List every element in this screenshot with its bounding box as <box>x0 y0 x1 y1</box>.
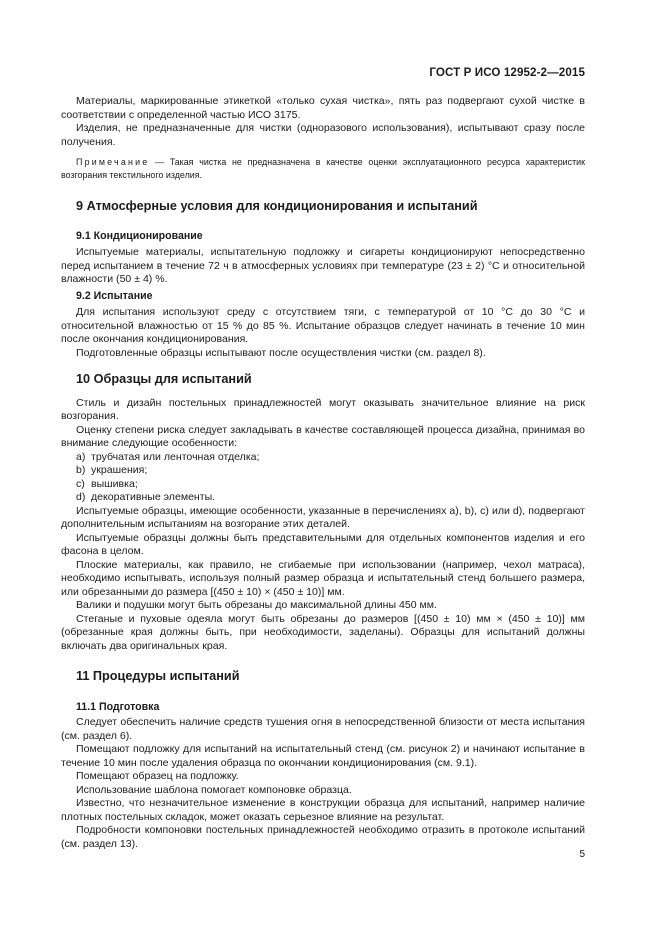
paragraph: Плоские материалы, как правило, не сгибаемые при использовании (например, чехол матраса), необходимо испытывать, используя полный размер образца и испытательный стенд большего размера, или обрезанными до размера [(450 ± 10) × (450 ± 10)] мм. <box>61 558 585 598</box>
paragraph: Валики и подушки могут быть обрезаны до максимальной длины 450 мм. <box>76 599 437 611</box>
paragraph: Подготовленные образцы испытывают после осуществления чистки (см. раздел 8). <box>76 346 486 359</box>
paragraph: Испытуемые образцы должны быть представительными для отдельных компонентов изделия и его фасона в целом. <box>61 531 585 557</box>
paragraph: Подробности компоновки постельных принадлежностей необходимо отразить в протоколе испытаний (см. раздел 13). <box>61 824 585 850</box>
section-11-title: 11 Процедуры испытаний <box>76 669 240 683</box>
section-10-title: 10 Образцы для испытаний <box>76 372 252 386</box>
paragraph: Помещают образец на подложку. <box>76 770 239 782</box>
paragraph: Следует обеспечить наличие средств тушения огня в непосредственной близости от места испытания (см. раздел 6). <box>61 716 585 742</box>
list-item: c) вышивка; <box>76 477 138 490</box>
page-number: 5 <box>579 849 585 860</box>
paragraph: Материалы, маркированные этикеткой «только сухая чистка», пять раз подвергают сухой чистке в соответствии с определенной частью ИСО 3175. <box>61 95 585 121</box>
paragraph: Оценку степени риска следует закладывать в качестве составляющей процесса дизайна, принимая во внимание следующие особенности: <box>61 423 585 449</box>
section-9-1-title: 9.1 Кондиционирование <box>76 229 203 242</box>
paragraph: Испытуемые образцы, имеющие особенности, указанные в перечислениях a), b), c) или d), подвергают дополнительным испытаниям на возгорание этих деталей. <box>61 504 585 530</box>
paragraph: Изделия, не предназначенные для чистки (одноразового использования), испытывают сразу после получения. <box>61 122 585 148</box>
section-9-2-title: 9.2 Испытание <box>76 289 153 302</box>
document-header: ГОСТ Р ИСО 12952-2—2015 <box>429 66 585 79</box>
paragraph: Использование шаблона помогает компоновке образца. <box>76 783 352 796</box>
paragraph: Стеганые и пуховые одеяла могут быть обрезаны до размеров [(450 ± 10) мм × (450 ± 10)] мм (обрезанные края должны быть, при необходимости, заделаны). Образцы для испытаний должны включать два оригинальных края. <box>61 612 585 652</box>
list-item: d) декоративные элементы. <box>76 491 216 503</box>
page-body <box>61 95 585 851</box>
paragraph: Для испытания используют среду с отсутствием тяги, с температурой от 10 °С до 30 °С и относительной влажностью от 15 % до 85 %. Испытание образцов следует начинать в течение 10 мин после окончания кондиционирования. <box>61 306 585 345</box>
note-label: Примечание <box>76 157 150 167</box>
paragraph: Помещают подложку для испытаний на испытательный стенд (см. рисунок 2) и начинают испытание в течение 10 мин после удаления образца по окончании кондиционирования (см. 9.1). <box>61 743 585 769</box>
paragraph: Известно, что незначительное изменение в конструкции образца для испытаний, например наличие плотных постельных складок, может оказать серьезное влияние на результат. <box>61 797 585 823</box>
list-item: a) трубчатая или ленточная отделка; <box>76 450 260 463</box>
note-text: — Такая чистка не предназначена в качестве оценки эксплуатационного ресурса характеристик возгорания текстильного изделия. <box>61 157 585 180</box>
note <box>61 156 585 181</box>
paragraph: Стиль и дизайн постельных принадлежностей могут оказывать значительное влияние на риск возгорания. <box>61 396 585 422</box>
paragraph: Испытуемые материалы, испытательную подложку и сигареты кондиционируют непосредственно перед испытанием в течение 72 ч в атмосферных условиях при температуре (23 ± 2) °С и относительной влажности (50 ± 4) %. <box>61 246 585 285</box>
section-11-1-title: 11.1 Подготовка <box>76 700 160 713</box>
section-9-title: 9 Атмосферные условия для кондиционирования и испытаний <box>76 199 478 213</box>
list-item: b) украшения; <box>76 464 148 476</box>
